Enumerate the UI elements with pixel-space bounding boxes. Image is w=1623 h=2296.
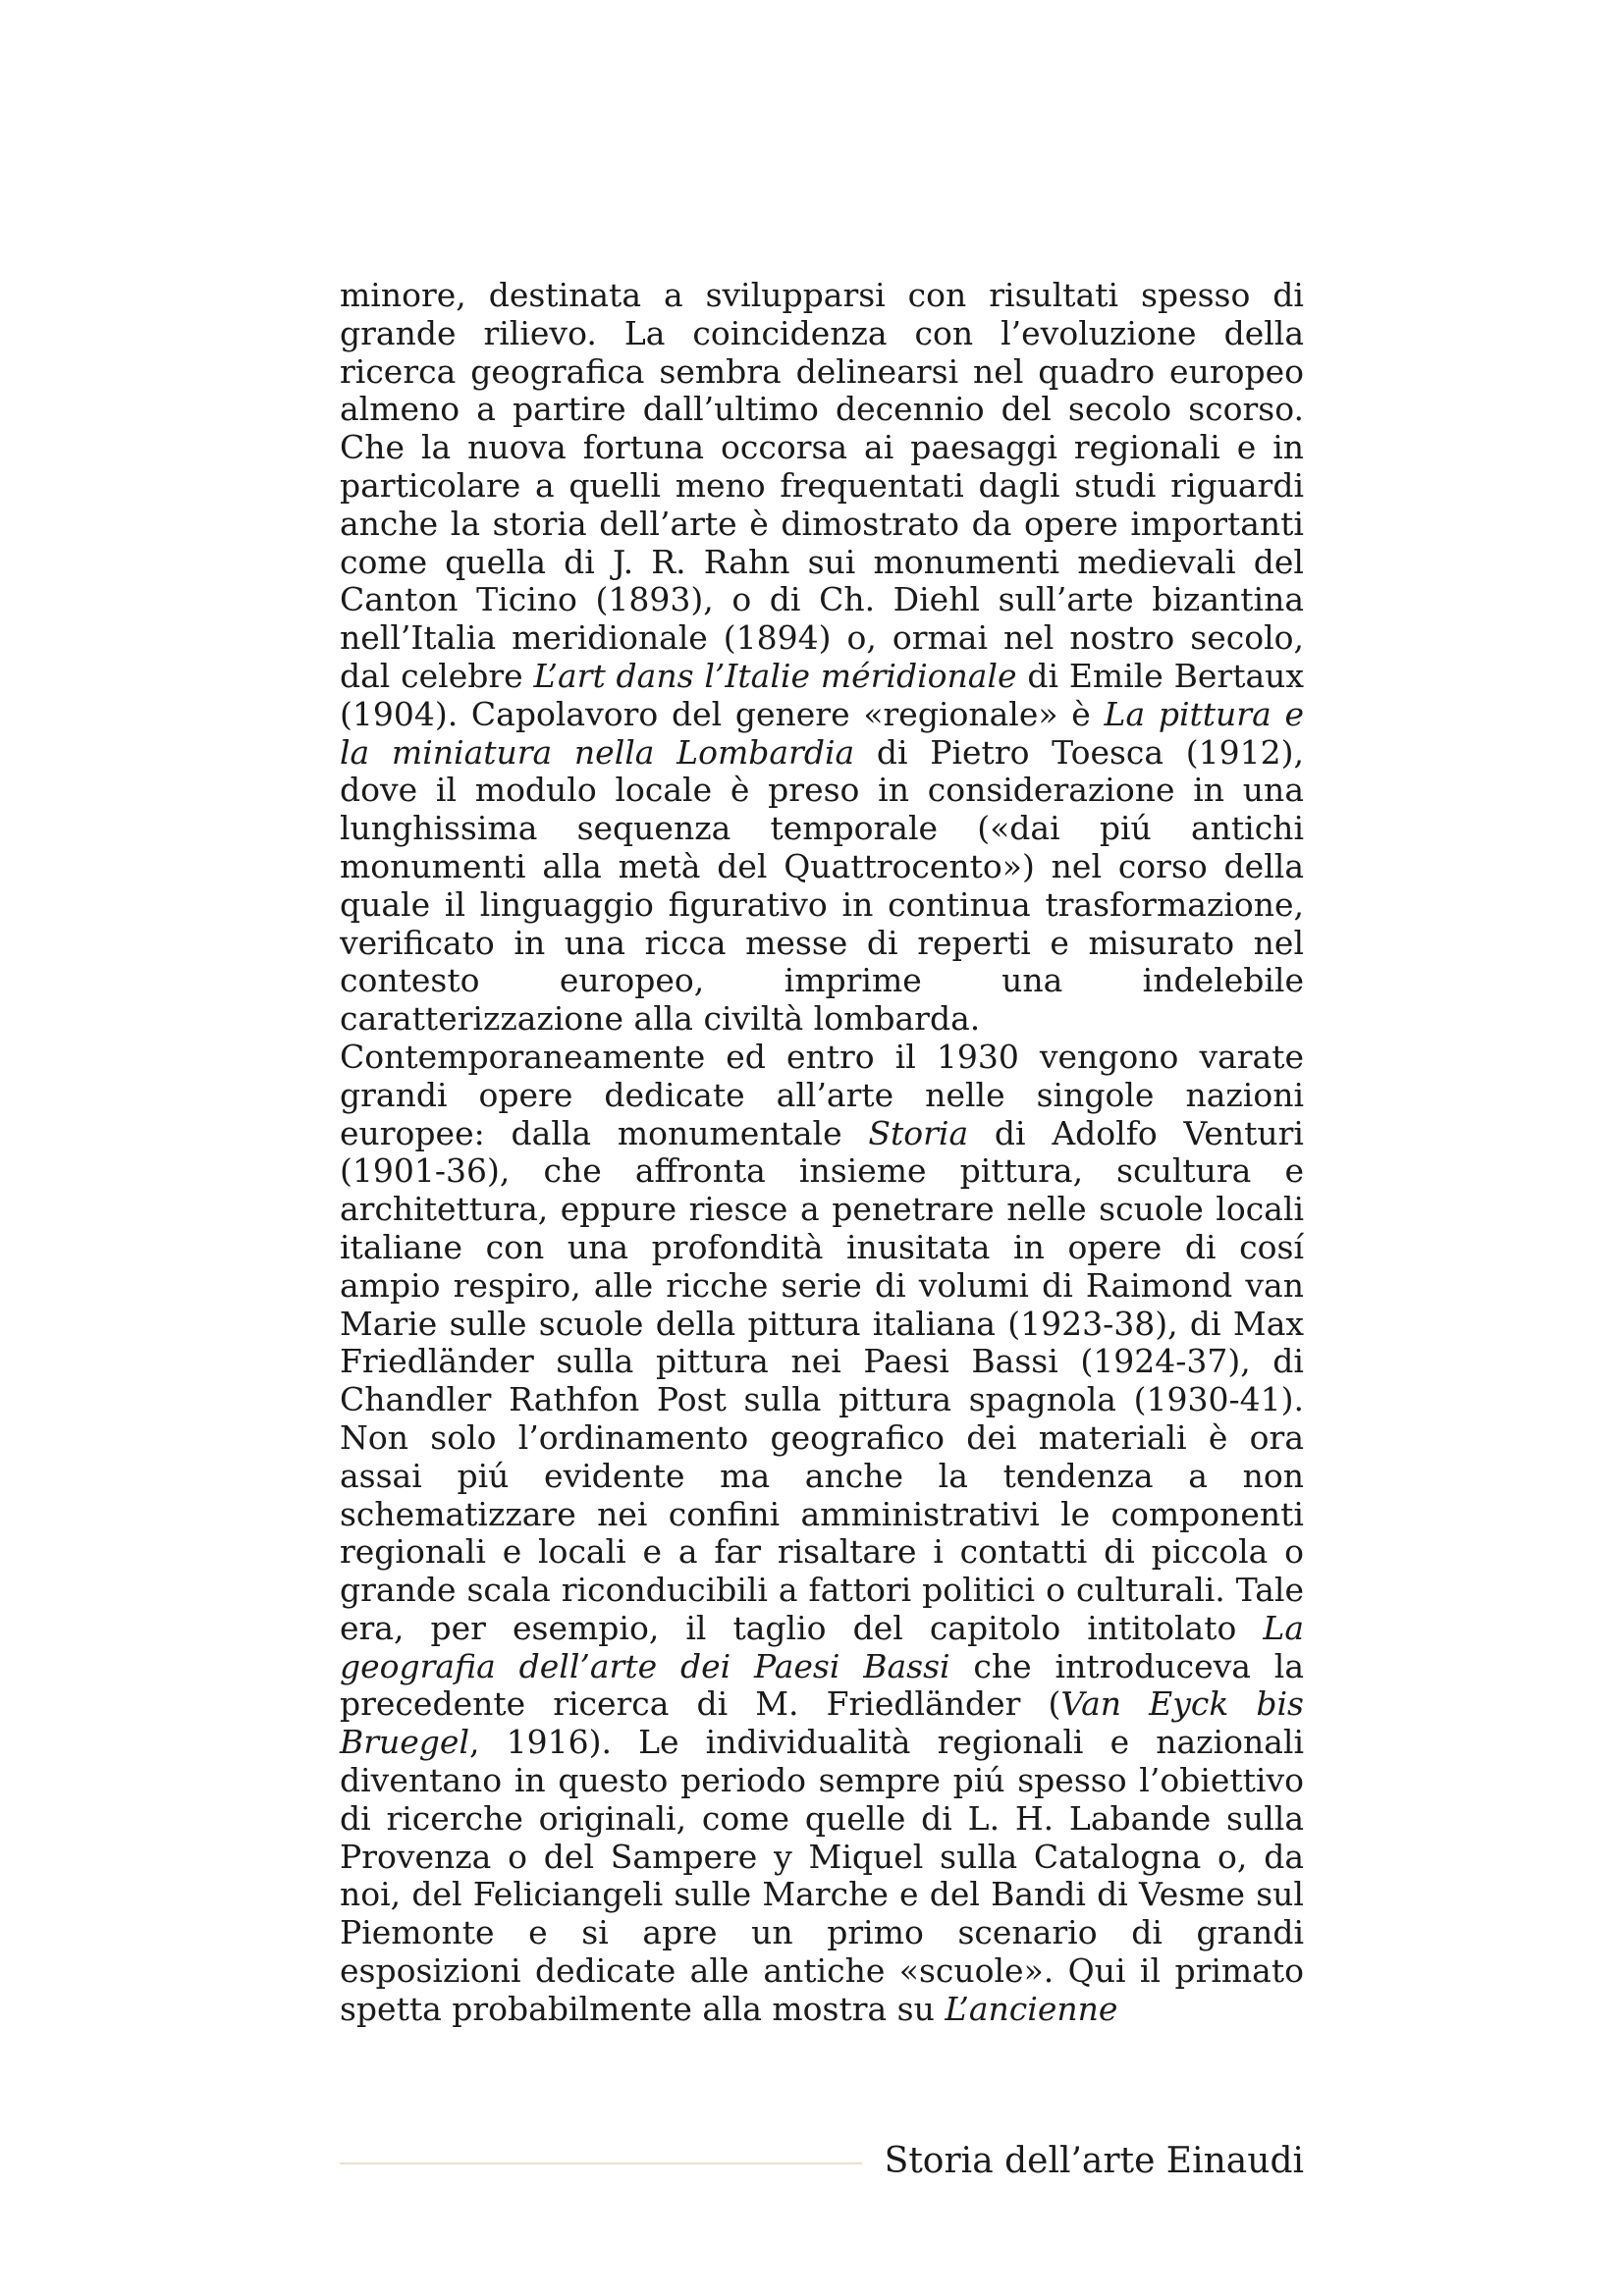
footer-divider [340, 2163, 862, 2164]
text-segment: di Emile Bertaux (1904). Capolavoro del genere «regionale» è [340, 656, 1305, 733]
text-segment: di Adolfo Venturi (1901-36), che affronta insieme pittura, scultura e architettura, eppure riesce a penetrare nelle scuole locali italiane con una profondità inusitata in opere di cosí ampio respiro, alle ricche serie di volumi di Raimond van Marie sulle scuole della pittura italiana (1923-38), di Max Friedländer sulla pittura nei Paesi Bassi (1924-37), di Chandler Rathfon Post sulla pittura spagnola (1930-41). Non solo l’ordinamento geografico dei materiali è ora assai piú evidente ma anche la tendenza a non schematizzare nei confini amministrativi le componenti regionali e locali e a far risaltare i contatti di piccola o grande scala riconducibili a fattori politici o culturali. Tale era, per esempio, il taglio del capitolo intitolato [340, 1113, 1304, 1647]
book-title-italic: L’ancienne [945, 1989, 1118, 2028]
text-segment: di Pietro Toesca (1912), dove il modulo locale è preso in considerazione in una lunghissima sequenza temporale («dai piú antichi monumenti alla metà del Quattrocento») nel corso della quale il linguaggio figurativo in continua trasformazione, verificato in una ricca messe di reperti e misurato nel contesto europeo, imprime una indelebile caratterizzazione alla civiltà lombarda. [340, 732, 1304, 1039]
text-segment: Contemporaneamente ed entro il 1930 vengono varate grandi opere dedicate all’arte nelle singole nazioni europee: dalla monumentale [340, 1037, 1304, 1152]
text-segment: , 1916). Le individualità regionali e nazionali diventano in questo periodo sempre piú spesso l’obiettivo di ricerche originali, come quelle di L. H. Labande sulla Provenza o del Sampere y Miquel sulla Catalogna o, da noi, del Feliciangeli sulle Marche e del Bandi di Vesme sul Piemonte e si apre un primo scenario di grandi esposizioni dedicate alle antiche «scuole». Qui il primato spetta probabilmente alla mostra su [340, 1723, 1304, 2028]
book-title-italic: Storia [868, 1113, 969, 1152]
book-title-italic: Van Eyck bis Bruegel [340, 1684, 1304, 1762]
paragraph-1 [340, 277, 1304, 1039]
text-segment: che introduceva la precedente ricerca di M. Friedländer ( [340, 1646, 1304, 1724]
text-segment: minore, destinata a svilupparsi con risultati spesso di grande rilievo. La coincidenza con l’evoluzione della ricerca geografica sembra delinearsi nel quadro europeo almeno a partire dall’ultimo decennio del secolo scorso. Che la nuova fortuna occorsa ai paesaggi regionali e in particolare a quelli meno frequentati dagli studi riguardi anche la storia dell’arte è dimostrato da opere importanti come quella di J. R. Rahn sui monumenti medievali del Canton Ticino (1893), o di Ch. Diehl sull’arte bizantina nell’Italia meridionale (1894) o, ormai nel nostro secolo, dal celebre [340, 276, 1304, 695]
body-text [340, 277, 1304, 2029]
book-title-italic: La pittura e la miniatura nella Lombardia [340, 694, 1304, 772]
series-title: Storia dell’arte Einaudi [884, 2141, 1304, 2181]
book-title-italic: La geografia dell’arte dei Paesi Bassi [340, 1608, 1304, 1685]
page-footer [340, 2128, 1304, 2187]
paragraph-2 [340, 1039, 1304, 2029]
book-title-italic: L’art dans l’Italie méridionale [533, 656, 1017, 695]
